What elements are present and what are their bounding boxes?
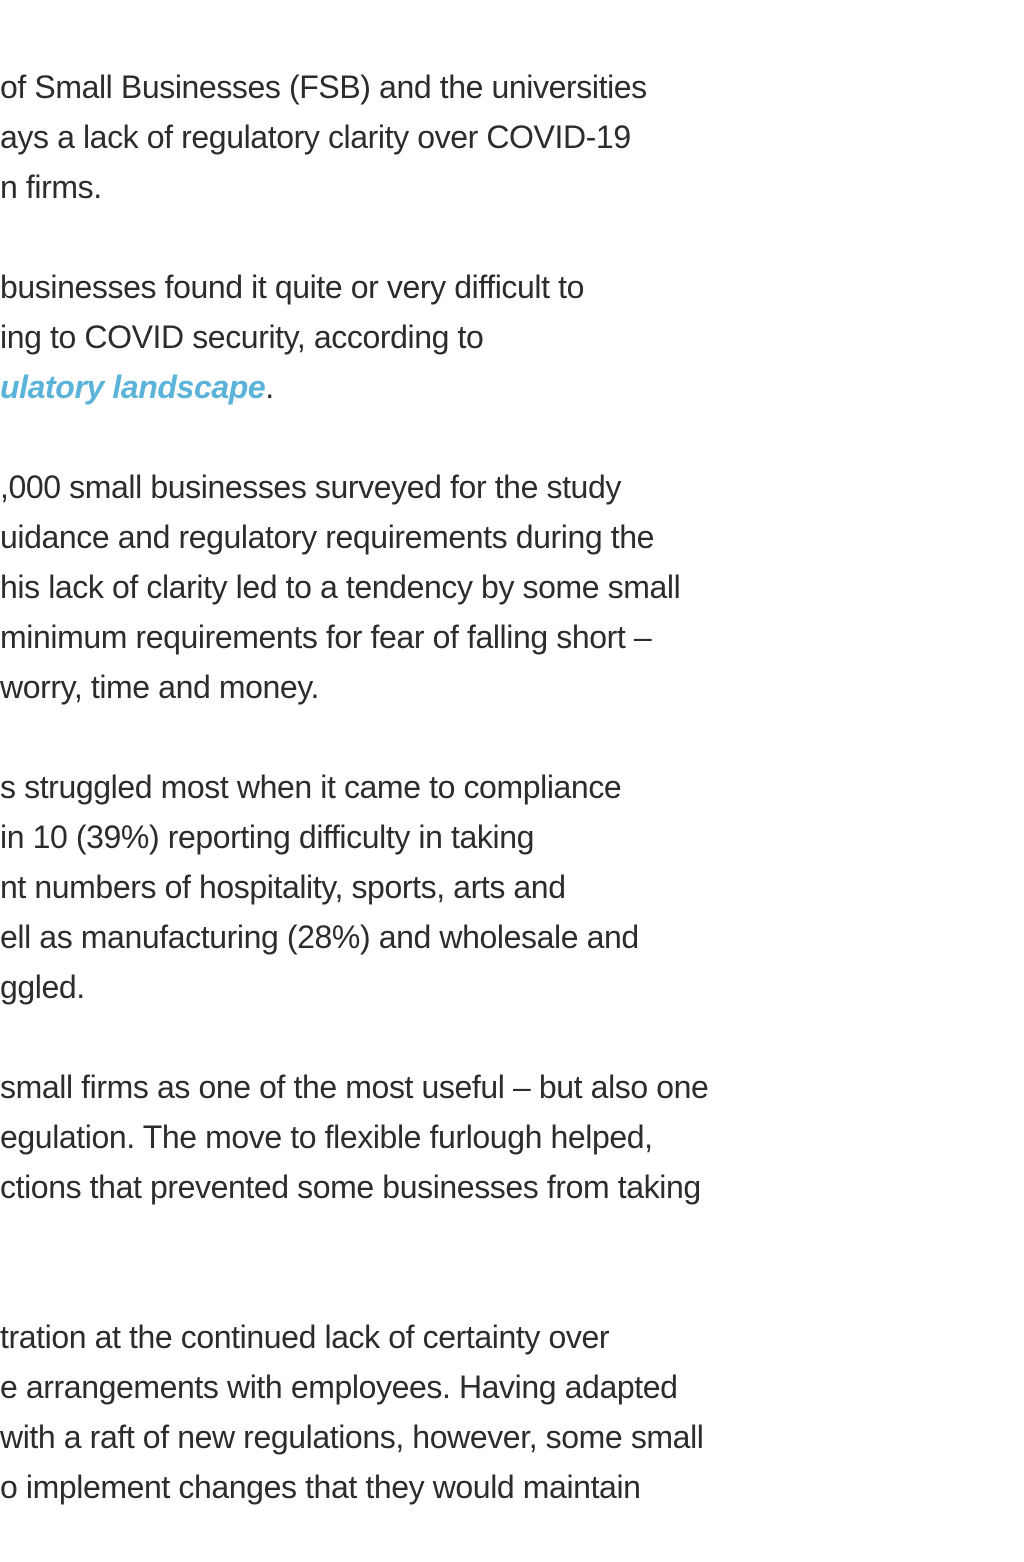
text-line: tration at the continued lack of certainty over	[0, 1319, 610, 1355]
text-line: small firms as one of the most useful – but also one	[0, 1069, 709, 1105]
text-line: s struggled most when it came to compliance	[0, 769, 622, 805]
text-line: egulation. The move to flexible furlough helped,	[0, 1119, 653, 1155]
paragraph-intro	[0, 62, 1024, 212]
text-line: e arrangements with employees. Having adapted	[0, 1369, 678, 1405]
text-line: ays a lack of regulatory clarity over COVID-19	[0, 119, 631, 155]
text-line: in 10 (39%) reporting difficulty in taking	[0, 819, 535, 855]
text-line: his lack of clarity led to a tendency by some small	[0, 569, 681, 605]
text-line: of Small Businesses (FSB) and the universities	[0, 69, 647, 105]
text-line: nt numbers of hospitality, sports, arts and	[0, 869, 566, 905]
text-line: uidance and regulatory requirements during the	[0, 519, 655, 555]
text-line: businesses found it quite or very difficult to	[0, 269, 585, 305]
paragraph-certainty	[0, 1312, 1024, 1512]
report-link[interactable]: ulatory landscape	[0, 369, 266, 405]
text-line: with a raft of new regulations, however, some small	[0, 1419, 704, 1455]
text-line: ggled.	[0, 969, 85, 1005]
text-line: o implement changes that they would maintain	[0, 1469, 641, 1505]
text-line: worry, time and money.	[0, 669, 320, 705]
paragraph-difficulty	[0, 262, 1024, 412]
text-line: n firms.	[0, 169, 102, 205]
paragraph-survey	[0, 462, 1024, 712]
link-trailing-text: .	[265, 369, 274, 405]
text-line: ell as manufacturing (28%) and wholesale and	[0, 919, 639, 955]
article-body	[0, 62, 1024, 1562]
text-line: ,000 small businesses surveyed for the study	[0, 469, 621, 505]
paragraph-sectors	[0, 762, 1024, 1012]
text-line: minimum requirements for fear of falling short –	[0, 619, 652, 655]
text-line: ing to COVID security, according to	[0, 319, 484, 355]
text-line: ctions that prevented some businesses from taking	[0, 1169, 701, 1205]
paragraph-furlough	[0, 1062, 1024, 1262]
text-line	[0, 1212, 1024, 1262]
text-line-with-link	[0, 362, 1024, 412]
